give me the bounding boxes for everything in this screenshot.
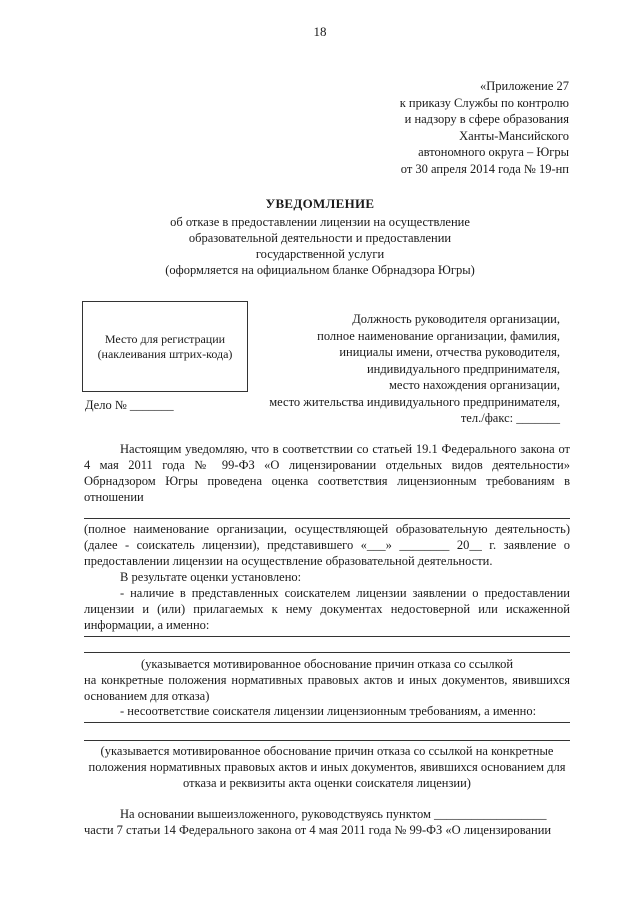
note-reason-2: (указывается мотивированное обоснование причин отказа со ссылкой на конкретные положения нормативных правовых актов и иных документов, явившихся основанием для отказа и реквизиты акта оценки соискателя лицензии) (88, 744, 566, 790)
paragraph-inaccurate-info: - наличие в представленных соискателем лицензии заявлении о предоставлении лицензии и (или) прилагаемых к нему документах недостоверной или искаженной информации, а именно: (84, 586, 570, 632)
addressee-line: место жительства индивидуального предпринимателя, (269, 394, 560, 409)
subtitle-line: государственной услуги (255, 247, 385, 261)
paragraph-conclusion-cont: части 7 статьи 14 Федерального закона от 4 мая 2011 года № 99-ФЗ «О лицензировании (84, 823, 552, 837)
fill-line (84, 652, 570, 653)
registration-label: (наклеивания штрих-кода) (97, 346, 233, 361)
registration-label: Место для регистрации (104, 331, 226, 346)
paragraph-result: В результате оценки установлено: (120, 570, 302, 584)
addressee-line: полное наименование организации, фамилия, (317, 328, 560, 343)
fill-line (84, 518, 570, 519)
paragraph-noncompliance: - несоответствие соискателя лицензии лицензионным требованиям, а именно: (120, 704, 537, 718)
appendix-line: Ханты-Мансийского (459, 128, 569, 143)
subtitle-line: образовательной деятельности и предоставлении (188, 231, 452, 245)
appendix-header (289, 78, 569, 177)
addressee-line: тел./факс: _______ (460, 411, 560, 425)
paragraph-intro: Настоящим уведомляю, что в соответствии со статьей 19.1 Федерального закона от 4 мая 2011 года № 99-ФЗ «О лицензировании отдельных видов деятельности» Обрнадзором Югры проведена оценка соответствия лицензионным требованиям в отношении (84, 442, 570, 504)
paragraph-applicant: (полное наименование организации, осуществляющей образовательную деятельность) (далее - соискатель лицензии), представившего «___» ________ 20__ г. заявление о предоставлении лицензии на осуществление образовательной деятельности. (84, 522, 570, 568)
appendix-line: от 30 апреля 2014 года № 19-нп (400, 161, 569, 176)
addressee-line: индивидуального предпринимателя, (366, 361, 560, 376)
fill-line (84, 740, 570, 741)
appendix-line: автономного округа – Югры (418, 145, 569, 159)
subtitle-line: об отказе в предоставлении лицензии на осуществление (170, 215, 470, 229)
note-reason-1-heading: (указывается мотивированное обоснование причин отказа со ссылкой (140, 657, 514, 671)
note-reason-1: на конкретные положения нормативных правовых актов и иных документов, явившихся основанием для отказа) (84, 673, 570, 703)
addressee-line: место нахождения организации, (389, 378, 560, 392)
addressee-line: инициалы имени, отчества руководителя, (339, 345, 560, 359)
appendix-line: к приказу Службы по контролю (399, 95, 569, 110)
page-number: 18 (313, 24, 327, 39)
paragraph-conclusion: На основании вышеизложенного, руководствуясь пунктом __________________ (120, 807, 547, 821)
fill-line (84, 722, 570, 723)
registration-box (82, 301, 248, 392)
document-subtitle (70, 214, 570, 278)
document-title: УВЕДОМЛЕНИЕ (265, 196, 375, 211)
addressee-block (260, 311, 560, 427)
addressee-line: Должность руководителя организации, (352, 312, 560, 326)
appendix-line: «Приложение 27 (480, 79, 569, 93)
appendix-line: и надзору в сфере образования (404, 112, 569, 126)
case-number: Дело № _______ (85, 398, 174, 412)
subtitle-line: (оформляется на официальном бланке Обрнадзора Югры) (165, 263, 475, 277)
fill-line (84, 636, 570, 637)
